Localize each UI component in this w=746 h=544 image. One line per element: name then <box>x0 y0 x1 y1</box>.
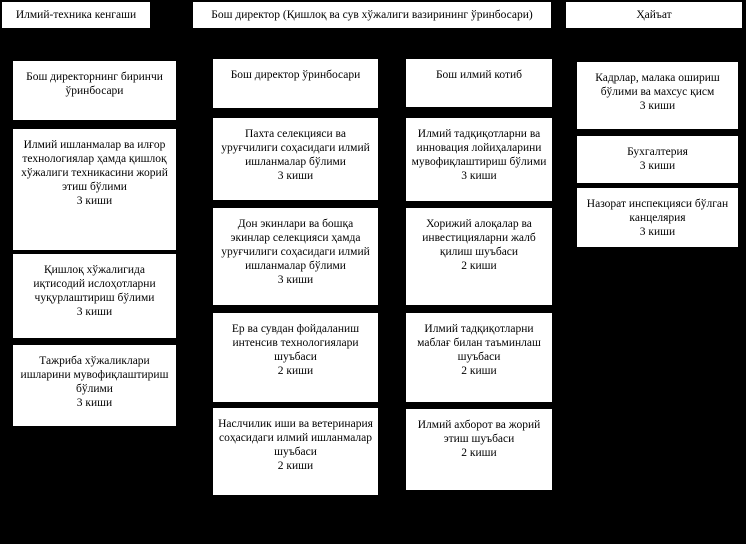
org-node-staff-count: 3 киши <box>639 160 676 172</box>
org-node-land-water-tech-section <box>213 313 378 402</box>
org-node-deputy-director <box>213 59 378 108</box>
org-node-title: Илмий ахборот ва жорий этиш шуъбаси <box>417 419 541 445</box>
org-node-hr-special-dept <box>577 62 738 129</box>
org-node-title: Бош илмий котиб <box>435 69 523 81</box>
org-node-staff-count: 2 киши <box>277 365 314 377</box>
org-node-title: Ҳайъат <box>636 9 672 21</box>
org-node-title: Илмий тадқиқотларни маблағ билан таъминлаш шуъбаси <box>417 323 541 363</box>
org-node-economic-reforms-dept <box>13 254 176 338</box>
org-node-title: Илмий тадқиқотларни ва инновация лойиҳаларини мувофиқлаштириш бўлими <box>411 128 547 168</box>
org-node-title: Илмий ишланмалар ва илғор технологиялар ҳамда қишлоқ хўжалиги техникасини жорий этиш бўлими <box>21 139 168 193</box>
org-node-research-funding-section <box>406 313 552 402</box>
org-node-title: Бош директорнинг биринчи ўринбосари <box>26 71 163 97</box>
org-node-title: Қишлоқ хўжалигида иқтисодий ислоҳотларни чуқурлаштириш бўлими <box>33 264 156 304</box>
org-node-chief-scientific-secretary <box>406 59 552 107</box>
org-node-first-deputy <box>13 61 176 120</box>
org-node-breeding-veterinary-section <box>213 408 378 495</box>
org-node-staff-count: 3 киши <box>277 170 314 182</box>
org-node-foreign-relations-section <box>406 208 552 305</box>
org-node-staff-count: 3 киши <box>76 195 113 207</box>
org-node-staff-count: 3 киши <box>639 226 676 238</box>
org-node-title: Бош директор (Қишлоқ ва сув хўжалиги вазирининг ўринбосари) <box>211 9 533 21</box>
org-node-experimental-farms-dept <box>13 345 176 426</box>
org-node-science-council <box>2 2 150 28</box>
org-node-title: Тажриба хўжаликлари ишларини мувофиқлаштириш бўлими <box>20 355 169 395</box>
org-node-title: Хорижий алоқалар ва инвестицияларни жалб қилиш шуъбаси <box>422 218 536 258</box>
org-node-staff-count: 2 киши <box>461 260 497 272</box>
org-node-tech-implementation-dept <box>13 129 176 250</box>
org-node-title: Дон экинлари ва бошқа экинлар селекцияси ҳамда уруғчилиги соҳасидаги илмий ишланмалар бўлими <box>221 218 370 272</box>
org-node-staff-count: 3 киши <box>76 306 113 318</box>
org-node-scientific-info-section <box>406 409 552 490</box>
org-node-cotton-selection-dept <box>213 118 378 200</box>
org-node-title: Илмий-техника кенгаши <box>15 9 137 21</box>
org-node-staff-count: 3 киши <box>461 170 497 182</box>
org-node-title: Наслчилик иши ва ветеринария соҳасидаги илмий ишланмалар шуъбаси <box>218 418 373 458</box>
org-node-staff-count: 2 киши <box>461 365 497 377</box>
org-node-accounting <box>577 136 738 183</box>
org-node-title: Бухгалтерия <box>627 146 688 158</box>
org-node-staff-count: 3 киши <box>76 397 113 409</box>
org-node-research-innovation-dept <box>406 118 552 201</box>
org-node-general-director <box>193 2 551 28</box>
org-node-title: Бош директор ўринбосари <box>230 69 361 81</box>
org-node-staff-count: 2 киши <box>277 460 314 472</box>
org-node-grain-selection-dept <box>213 208 378 305</box>
org-node-staff-count: 3 киши <box>639 100 676 112</box>
org-node-title: Ер ва сувдан фойдаланиш интенсив технологиялари шуъбаси <box>231 323 360 363</box>
org-node-staff-count: 3 киши <box>277 274 314 286</box>
org-node-staff-count: 2 киши <box>461 447 497 459</box>
org-node-title: Назорат инспекцияси бўлган канцелярия <box>586 198 729 224</box>
org-node-title: Пахта селекцияси ва уруғчилиги соҳасидаги илмий ишланмалар бўлими <box>221 128 370 168</box>
org-node-board <box>566 2 742 28</box>
org-node-inspection-chancellery <box>577 188 738 247</box>
org-node-title: Кадрлар, малака ошириш бўлими ва махсус қисм <box>595 72 720 98</box>
